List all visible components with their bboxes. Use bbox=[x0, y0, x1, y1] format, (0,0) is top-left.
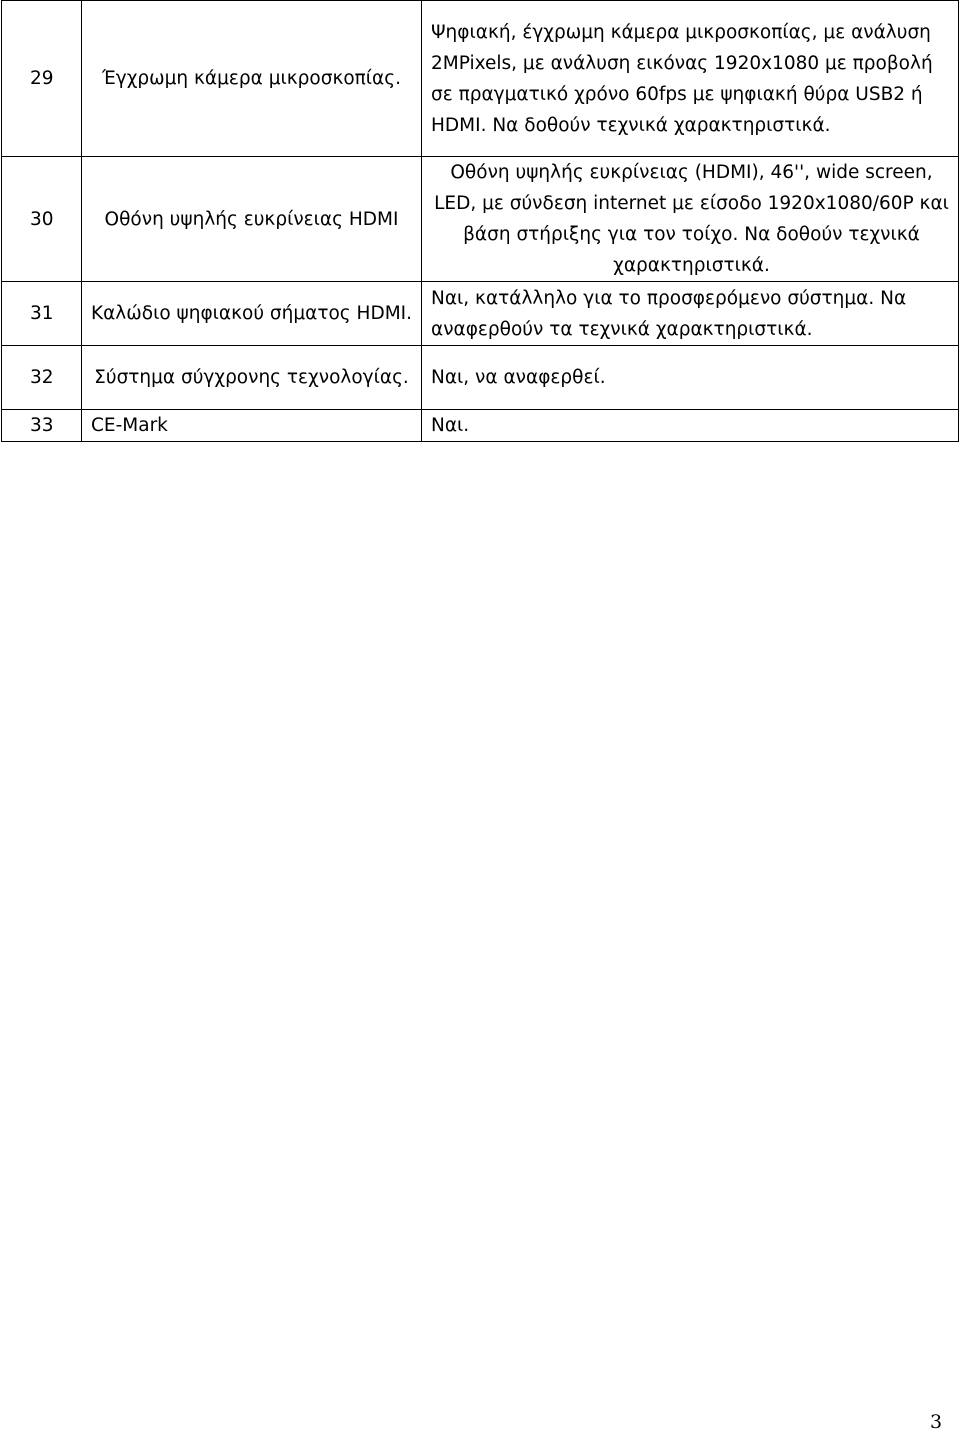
item-specification: Ναι, να αναφερθεί. bbox=[422, 346, 959, 410]
item-name: Έγχρωμη κάμερα μικροσκοπίας. bbox=[82, 1, 422, 157]
table-row bbox=[2, 1, 959, 157]
table-row bbox=[2, 157, 959, 282]
item-specification: Ψηφιακή, έγχρωμη κάμερα μικροσκοπίας, με ανάλυση 2MPixels, με ανάλυση εικόνας 1920x1080 με προβολή σε πραγματικό χρόνο 60fps με ψηφιακή θύρα USB2 ή HDMI. Να δοθούν τεχνικά χαρακτηριστικά. bbox=[422, 1, 959, 157]
item-specification: Ναι. bbox=[422, 410, 959, 442]
table-row bbox=[2, 346, 959, 410]
item-specification: Ναι, κατάλληλο για το προσφερόμενο σύστημα. Να αναφερθούν τα τεχνικά χαρακτηριστικά. bbox=[422, 282, 959, 346]
item-name: Οθόνη υψηλής ευκρίνειας HDMI bbox=[82, 157, 422, 282]
item-specification: Οθόνη υψηλής ευκρίνειας (HDMI), 46'', wide screen, LED, με σύνδεση internet με είσοδο 1920x1080/60P και βάση στήριξης για τον τοίχο. Να δοθούν τεχνικά χαρακτηριστικά. bbox=[422, 157, 959, 282]
item-name: Σύστημα σύγχρονης τεχνολογίας. bbox=[82, 346, 422, 410]
row-number: 32 bbox=[2, 346, 82, 410]
page-number: 3 bbox=[930, 1411, 943, 1433]
table-row bbox=[2, 410, 959, 442]
item-name: Καλώδιο ψηφιακού σήματος HDMI. bbox=[82, 282, 422, 346]
table-row bbox=[2, 282, 959, 346]
row-number: 31 bbox=[2, 282, 82, 346]
row-number: 30 bbox=[2, 157, 82, 282]
specifications-table bbox=[1, 0, 959, 442]
item-name: CE-Mark bbox=[82, 410, 422, 442]
row-number: 33 bbox=[2, 410, 82, 442]
row-number: 29 bbox=[2, 1, 82, 157]
